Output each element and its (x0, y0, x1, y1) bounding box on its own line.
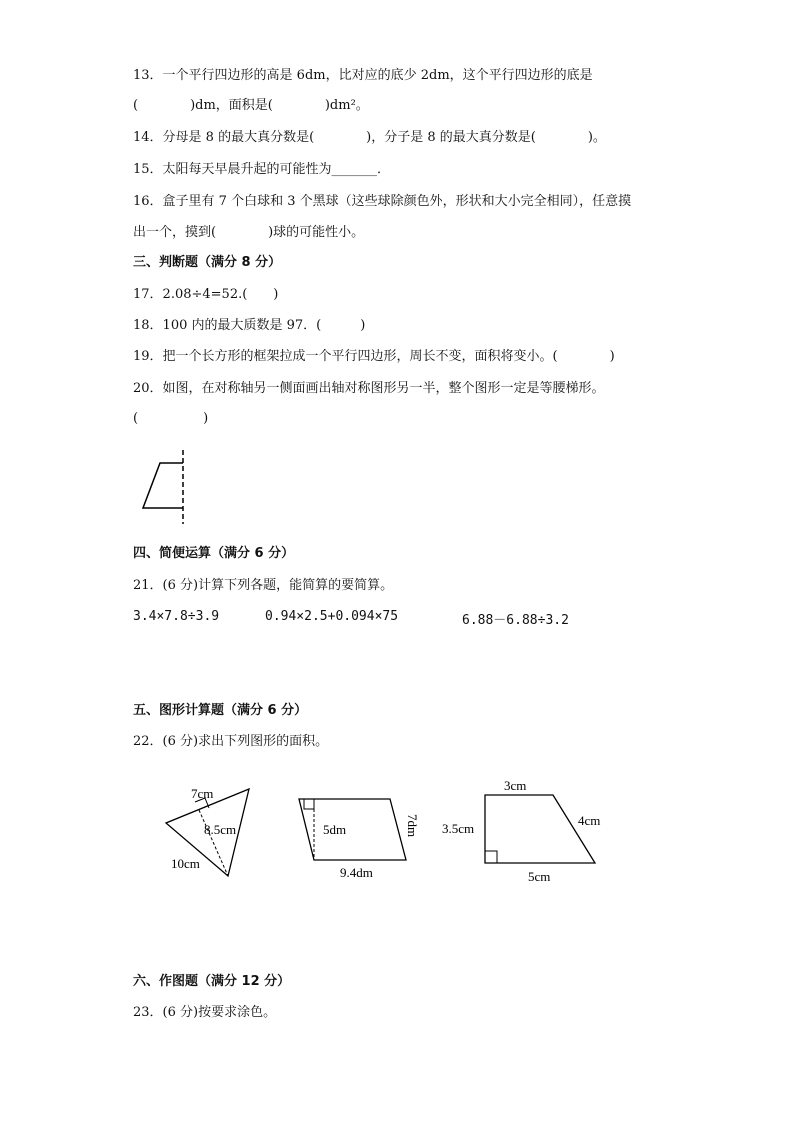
parallelogram-label-base: 9.4dm (340, 865, 373, 880)
q22-trapezoid-figure (440, 775, 610, 890)
q15: 15．太阳每天早晨升起的可能性为_______． (133, 162, 391, 177)
q16-line1: 16．盒子里有 7 个白球和 3 个黑球（这些球除颜色外，形状和大小完全相同），任意摸 (133, 194, 632, 209)
q13-line2: ( )dm，面积是( )dm²。 (133, 98, 369, 113)
q21-stem: 21．(6 分)计算下列各题，能简算的要简算。 (133, 578, 394, 593)
q22-stem: 22．(6 分)求出下列图形的面积。 (133, 734, 329, 749)
triangle-label-top: 7cm (191, 786, 214, 801)
q13-line1: 13．一个平行四边形的高是 6dm，比对应的底少 2dm，这个平行四边形的底是 (133, 68, 593, 83)
q20-line2: ( ) (133, 411, 209, 426)
trapezoid-outline (485, 795, 595, 863)
section-4-heading: 四、简便运算（满分 6 分） (133, 546, 295, 561)
section-6-heading: 六、作图题（满分 12 分） (133, 974, 291, 989)
q18: 18．100 内的最大质数是 97．( ) (133, 318, 366, 333)
trapezoid-label-top: 3cm (504, 778, 527, 793)
q23: 23．(6 分)按要求涂色。 (133, 1005, 277, 1020)
q20-half-trapezoid-figure (135, 446, 195, 526)
q19: 19．把一个长方形的框架拉成一个平行四边形，周长不变，面积将变小。( ) (133, 349, 615, 364)
section-5-heading: 五、图形计算题（满分 6 分） (133, 703, 308, 718)
parallelogram-outline (299, 799, 406, 860)
q21-expr-3: 6.88－6.88÷3.2 (462, 613, 569, 628)
trapezoid-label-side: 4cm (578, 813, 601, 828)
trapezoid-label-height: 3.5cm (442, 821, 475, 836)
right-angle-mark (304, 799, 314, 809)
right-angle-mark (485, 851, 497, 863)
triangle-label-side: 10cm (171, 856, 200, 871)
q20-line1: 20．如图，在对称轴另一侧面画出轴对称图形另一半，整个图形一定是等腰梯形。 (133, 381, 605, 396)
q17: 17．2.08÷4=52.( ) (133, 287, 279, 302)
parallelogram-label-height: 5dm (323, 822, 347, 837)
trapezoid-label-base: 5cm (528, 869, 551, 884)
triangle-label-height: 8.5cm (204, 822, 237, 837)
q21-expr-1: 3.4×7.8÷3.9 (133, 609, 220, 624)
q22-triangle-figure (155, 780, 265, 880)
section-3-heading: 三、判断题（满分 8 分） (133, 255, 282, 270)
q16-line2: 出一个，摸到( )球的可能性小。 (133, 225, 365, 240)
q21-expr-2: 0.94×2.5+0.094×75 (265, 609, 399, 624)
half-trapezoid-outline (143, 463, 183, 508)
q22-parallelogram-figure (290, 790, 430, 890)
parallelogram-label-side: 7dm (405, 814, 420, 838)
q14: 14．分母是 8 的最大真分数是( )，分子是 8 的最大真分数是( )。 (133, 130, 606, 145)
triangle-height-line (199, 810, 228, 876)
